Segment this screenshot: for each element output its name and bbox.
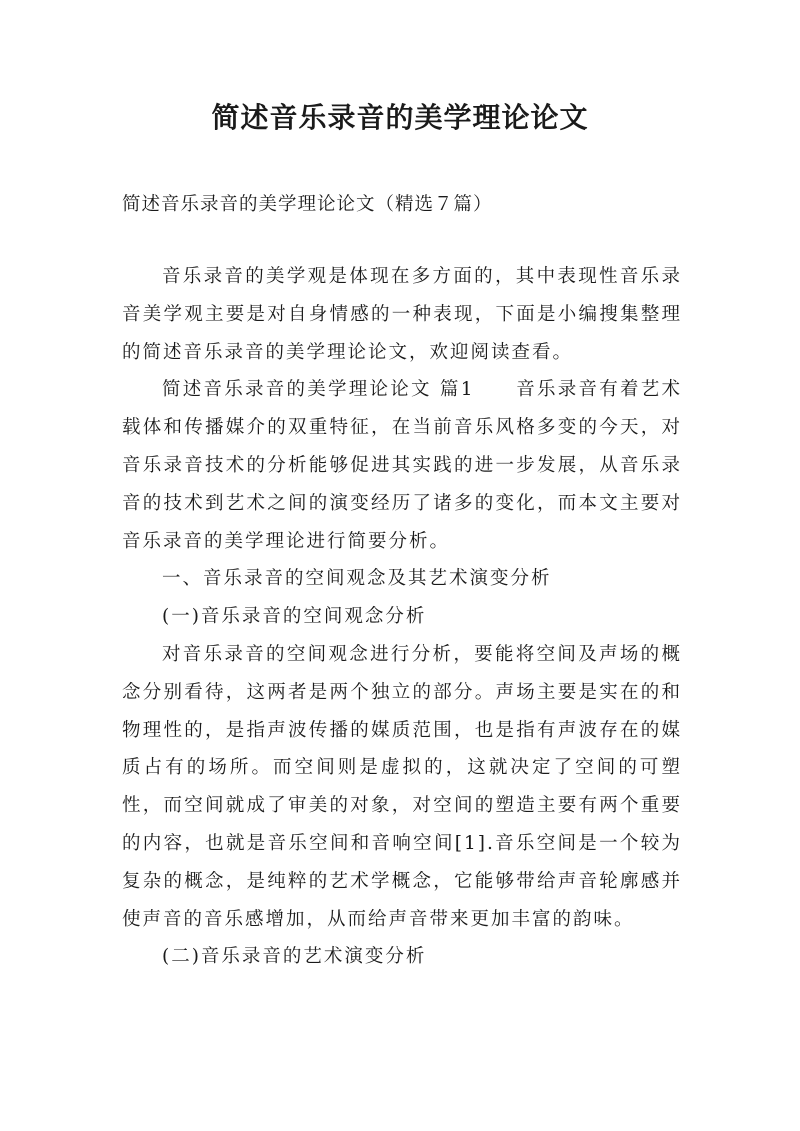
paragraph-intro: 音乐录音的美学观是体现在多方面的，其中表现性音乐录音美学观主要是对自身情感的一种表现，下面是小编搜集整理的简述音乐录音的美学理论论文，欢迎阅读查看。	[122, 266, 682, 363]
document-subtitle: 简述音乐录音的美学理论论文（精选７篇）	[122, 194, 493, 215]
paragraph-article-1-intro: 简述音乐录音的美学理论论文 篇1 音乐录音有着艺术载体和传播媒介的双重特征，在当前音乐风格多变的今天，对音乐录音技术的分析能够促进其实践的进一步发展，从音乐录音的技术到艺术之间的演变经历了诸多的变化，而本文主要对音乐录音的美学理论进行简要分析。	[122, 379, 682, 552]
subsection-heading-2: (二)音乐录音的艺术演变分析	[162, 946, 427, 968]
document-body	[122, 258, 682, 976]
subsection-heading-1: (一)音乐录音的空间观念分析	[162, 606, 427, 628]
section-heading-1: 一、音乐录音的空间观念及其艺术演变分析	[162, 568, 552, 590]
paragraph-space-concept: 对音乐录音的空间观念进行分析，要能将空间及声场的概念分别看待，这两者是两个独立的部分。声场主要是实在的和物理性的，是指声波传播的媒质范围，也是指有声波存在的媒质占有的场所。而空间则是虚拟的，这就决定了空间的可塑性，而空间就成了审美的对象，对空间的塑造主要有两个重要的内容，也就是音乐空间和音响空间[1].音乐空间是一个较为复杂的概念，是纯粹的艺术学概念，它能够带给声音轮廓感并使声音的音乐感增加，从而给声音带来更加丰富的韵味。	[122, 643, 682, 930]
document-title: 简述音乐录音的美学理论论文	[211, 101, 589, 134]
